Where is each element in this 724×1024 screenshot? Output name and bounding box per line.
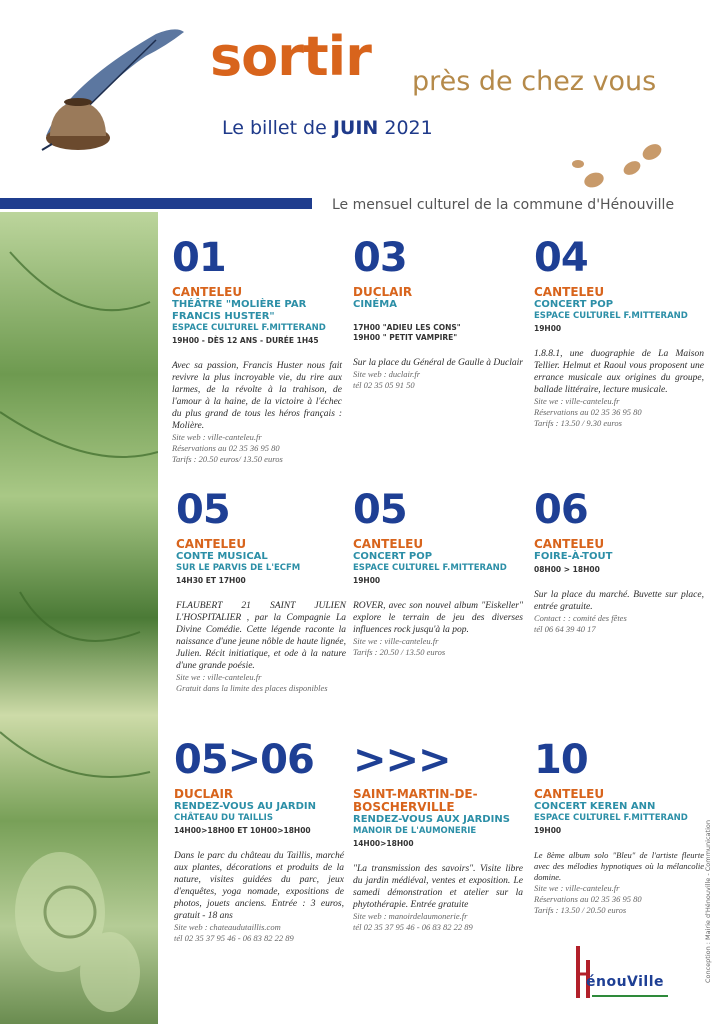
event-info: Site we : ville-canteleu.fr bbox=[176, 672, 262, 682]
event-info: tél 06 64 39 40 17 bbox=[534, 624, 596, 634]
event-category: FOIRE-À-TOUT bbox=[534, 551, 613, 562]
event-card bbox=[534, 487, 704, 635]
event-card bbox=[534, 737, 704, 916]
event-day: 05 bbox=[176, 487, 230, 533]
event-category: RENDEZ-VOUS AUX JARDINS bbox=[353, 814, 510, 825]
event-time: 14H00>18H00 ET 10H00>18H00 bbox=[174, 826, 311, 835]
event-info: Site we : ville-canteleu.fr bbox=[534, 883, 620, 893]
event-category: CONTE MUSICAL bbox=[176, 551, 268, 562]
event-card bbox=[353, 487, 523, 658]
title-main: sortir bbox=[210, 25, 371, 88]
event-info: Réservations au 02 35 36 95 80 bbox=[172, 443, 280, 453]
event-category: CONCERT POP bbox=[534, 299, 614, 310]
event-info: Tarifs : 13.50 / 9.30 euros bbox=[534, 418, 622, 428]
event-time: 14H00>18H00 bbox=[353, 839, 414, 848]
event-time: 19H00 bbox=[534, 826, 562, 835]
event-time: 19H00 - DÈS 12 ANS - DURÉE 1H45 bbox=[172, 336, 319, 345]
event-info: tél 02 35 37 95 46 - 06 83 82 22 89 bbox=[353, 922, 473, 932]
event-day: 10 bbox=[534, 737, 588, 783]
event-time: 08H00 > 18H00 bbox=[534, 565, 600, 574]
inkwell-quill-icon bbox=[36, 26, 186, 161]
event-time: 14H30 ET 17H00 bbox=[176, 576, 246, 585]
event-description: FLAUBERT 21 SAINT JULIEN L'HOSPITALIER , par la Compagnie La Divine Comédie. Cette légende raconte la naissance d'une jeune nôble de haute lignée, Julien. Récit initiatique, et ode à la nature d'une grande poésie. bbox=[176, 601, 346, 671]
fern-photo bbox=[0, 212, 158, 1024]
event-town: CANTELEU bbox=[534, 787, 605, 801]
event-venue: ESPACE CULTUREL F.MITTERAND bbox=[534, 813, 688, 823]
event-venue: ESPACE CULTUREL F.MITTERAND bbox=[534, 311, 688, 321]
event-card bbox=[172, 235, 342, 465]
event-day: 05>06 bbox=[174, 737, 314, 783]
henouville-logo bbox=[572, 940, 672, 1000]
event-info: Réservations au 02 35 36 95 80 bbox=[534, 894, 642, 904]
event-category: CONCERT POP bbox=[353, 551, 433, 562]
event-town: CANTELEU bbox=[534, 285, 605, 299]
event-description: Sur la place du Général de Gaulle à Duclair bbox=[353, 358, 523, 368]
event-description: Avec sa passion, Francis Huster nous fait revivre la plus incroyable vie, du rire aux larmes, de la révolte à la trahison, de l'amour à la haine, de la victoire à l'échec du plus grand de tous les héros français : Molière. bbox=[172, 361, 342, 431]
event-info: Site web : chateaudutaillis.com bbox=[174, 922, 281, 932]
event-info: Site web : ville-canteleu.fr bbox=[172, 432, 262, 442]
event-info: tél 02 35 05 91 50 bbox=[353, 380, 415, 390]
event-town: CANTELEU bbox=[172, 285, 243, 299]
event-category: THÉÂTRE "MOLIÈRE PAR FRANCIS HUSTER" bbox=[172, 299, 307, 322]
tagline: Le mensuel culturel de la commune d'Hénouville bbox=[332, 197, 675, 213]
event-description: ROVER, avec son nouvel album "Eiskeller" explore le terrain de jeu des diverses influences rock jusqu'à la pop. bbox=[353, 601, 523, 635]
event-venue: CHÂTEAU DU TAILLIS bbox=[174, 813, 273, 823]
event-town: SAINT-MARTIN-DE-BOSCHERVILLE bbox=[353, 787, 478, 814]
event-category: CONCERT KEREN ANN bbox=[534, 801, 656, 812]
event-card bbox=[176, 487, 346, 694]
event-category: CINÉMA bbox=[353, 299, 397, 310]
billet-year: 2021 bbox=[384, 117, 433, 139]
event-card bbox=[174, 737, 344, 944]
event-info: Tarifs : 20.50 euros/ 13.50 euros bbox=[172, 454, 283, 464]
event-day: 04 bbox=[534, 235, 588, 281]
billet-month: JUIN bbox=[332, 117, 379, 139]
event-town: CANTELEU bbox=[353, 537, 424, 551]
event-description: "La transmission des savoirs". Visite libre du jardin médiéval, ventes et exposition. Le samedi démonstration et atelier sur la phytothérapie. Entrée gratuite bbox=[353, 864, 523, 910]
event-info: Contact : : comité des fêtes bbox=[534, 613, 627, 623]
event-venue: SUR LE PARVIS DE L'ECFM bbox=[176, 563, 301, 573]
event-time: 17H00 "ADIEU LES CONS" 19H00 " PETIT VAMPIRE" bbox=[353, 323, 461, 342]
event-description: Sur la place du marché. Buvette sur place, entrée gratuite. bbox=[534, 590, 704, 612]
event-info: Tarifs : 13.50 / 20.50 euros bbox=[534, 905, 627, 915]
event-day: 05 bbox=[353, 487, 407, 533]
event-venue: ESPACE CULTUREL F.MITTERAND bbox=[353, 563, 507, 573]
event-town: CANTELEU bbox=[534, 537, 605, 551]
event-description: Dans le parc du château du Taillis, marché aux plantes, décorations et produits de la nature, visites guidées du parc, jeux d'enquêtes, yoga nomade, expositions de photos, jouets anciens. Entrée : 3 euros, gratuit - 18 ans bbox=[174, 851, 344, 921]
event-town: CANTELEU bbox=[176, 537, 247, 551]
credit-text: Conception : Mairie d'Hénouville - Communication bbox=[704, 820, 712, 984]
event-info: Site we : ville-canteleu.fr bbox=[353, 636, 439, 646]
event-description: 1.8.8.1, une duographie de La Maison Tellier. Helmut et Raoul vous proposent une errance musicale aux origines du groupe, ballade littéraire, lecture musicale. bbox=[534, 349, 704, 395]
title-sub: près de chez vous bbox=[412, 66, 657, 97]
event-info: Site we : ville-canteleu.fr bbox=[534, 396, 620, 406]
event-day: 06 bbox=[534, 487, 588, 533]
event-card bbox=[353, 235, 523, 391]
event-info: Gratuit dans la limite des places disponibles bbox=[176, 683, 328, 693]
event-town: DUCLAIR bbox=[174, 787, 234, 801]
logo-text: énouVille bbox=[586, 974, 665, 990]
event-day: 01 bbox=[172, 235, 226, 281]
event-time: 19H00 bbox=[353, 576, 381, 585]
event-info: tél 02 35 37 95 46 - 06 83 82 22 89 bbox=[174, 933, 294, 943]
event-card bbox=[353, 737, 523, 933]
event-info: Site web : manoirdelaumonerie.fr bbox=[353, 911, 468, 921]
billet-prefix: Le billet de bbox=[222, 117, 327, 139]
event-info: Tarifs : 20.50 / 13.50 euros bbox=[353, 647, 446, 657]
event-venue: ESPACE CULTUREL F.MITTERAND bbox=[172, 323, 326, 333]
event-description: Le 8ème album solo "Bleu" de l'artiste fleurte avec des mélodies hypnotiques où la mélancolie domine. bbox=[534, 850, 704, 882]
event-info: Réservations au 02 35 36 95 80 bbox=[534, 407, 642, 417]
event-category: RENDEZ-VOUS AU JARDIN bbox=[174, 801, 316, 812]
event-town: DUCLAIR bbox=[353, 285, 413, 299]
event-day: 03 bbox=[353, 235, 407, 281]
footprints-icon bbox=[572, 140, 682, 200]
header-divider-bar bbox=[0, 198, 312, 209]
billet-line bbox=[222, 117, 433, 139]
event-time: 19H00 bbox=[534, 324, 562, 333]
event-info: Site web : duclair.fr bbox=[353, 369, 421, 379]
event-venue: MANOIR DE L'AUMONERIE bbox=[353, 826, 477, 836]
event-card bbox=[534, 235, 704, 429]
event-day: >>> bbox=[353, 737, 451, 783]
